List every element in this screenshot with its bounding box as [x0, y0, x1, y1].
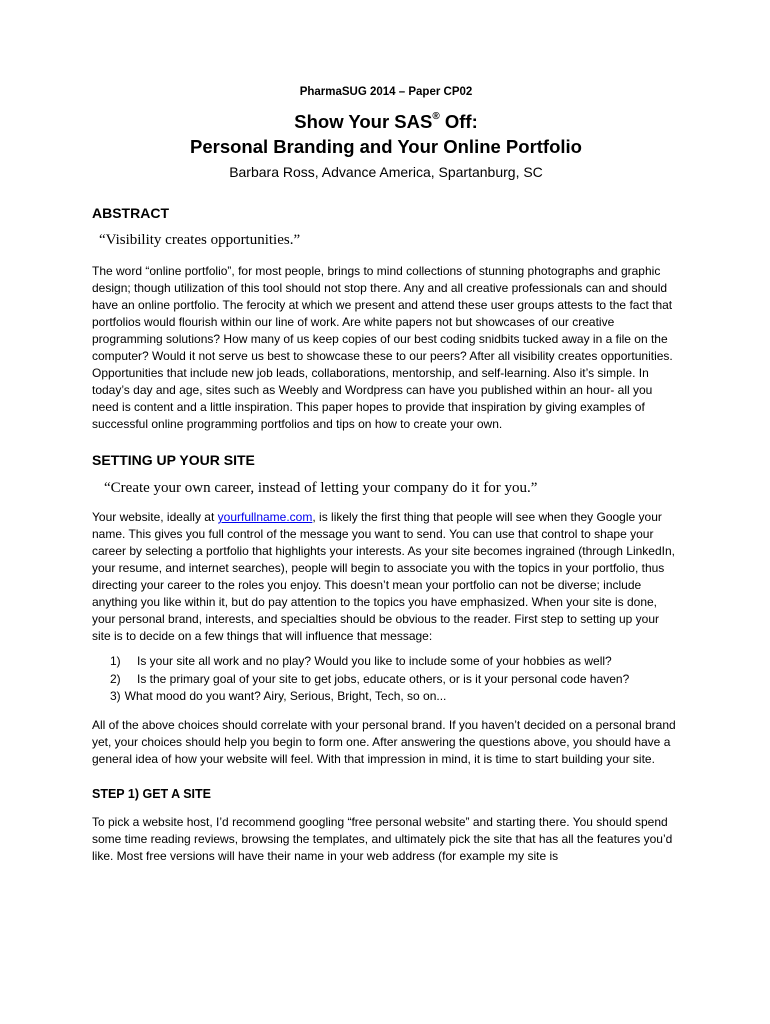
abstract-heading: ABSTRACT — [92, 205, 169, 221]
conference-label: PharmaSUG 2014 – Paper CP02 — [299, 86, 473, 98]
abstract-section — [92, 205, 680, 433]
list-number: 2) — [110, 671, 121, 686]
list-text: Is the primary goal of your site to get jobs, educate others, or is it your personal code haven? — [137, 671, 630, 686]
list-item — [110, 671, 680, 689]
title-text-post: Off: — [439, 111, 478, 132]
list-number: 1) — [110, 654, 121, 668]
paper-title-line2: Personal Branding and Your Online Portfolio — [190, 136, 582, 157]
list-text: What mood do you want? Airy, Serious, Bright, Tech, so on... — [124, 689, 447, 703]
setup-section — [92, 452, 680, 768]
paper-title-line1 — [92, 104, 680, 134]
setup-body-post: , is likely the first thing that people will see when they Google your name. This gives you full control of the message you want to send. You can use that control to shape your career by selecting a portfolio that highlights your interests. As your site becomes ingrained (through LinkedIn, your resume, and internet searches), people will begin to associate you with the topics in your portfolio, thus directing your career to the roles you enjoy. This doesn’t mean your portfolio can not be diverse; include anything you like within it, but do pay attention to the topics you have emphasized. When your site is done, your personal brand, interests, and specialties should be obvious to the reader. First step to setting up your site is to decide on a few things that will influence that message: — [92, 510, 675, 643]
yourfullname-link[interactable]: yourfullname.com — [217, 510, 313, 524]
setup-after: All of the above choices should correlate with your personal brand. If you haven’t decided on a personal brand yet, your choices should help you begin to form one. After answering the questions above, you should have a general idea of how your website will feel. With that impression in mind, it is time to start building your site. — [92, 717, 676, 766]
setup-quote: “Create your own career, instead of letting your company do it for you.” — [104, 480, 538, 496]
step1-heading: STEP 1) GET A SITE — [92, 786, 212, 801]
step1-body: To pick a website host, I’d recommend googling “free personal website” and starting there. You should spend some time reading reviews, browsing the templates, and ultimately pick the site that has all the features you’d like. Most free versions will have their name in your web address (for example my site is — [92, 814, 673, 863]
paper-page — [92, 86, 680, 865]
setup-body — [92, 509, 680, 645]
list-item — [110, 653, 680, 671]
list-text: Is your site all work and no play? Would you like to include some of your hobbies as well? — [137, 654, 612, 668]
paper-header — [92, 86, 680, 180]
registered-mark: ® — [432, 111, 440, 122]
setup-heading: SETTING UP YOUR SITE — [92, 452, 255, 468]
abstract-body: The word “online portfolio”, for most people, brings to mind collections of stunning photographs and graphic design; though utilization of this tool should not stop there. Any and all creative professionals can and should have an online portfolio. The ferocity at which we present and attend these user groups attests to the fact that portfolios would flourish within our line of work. Are white papers not but showcases of our creative programming solutions? How many of us keep copies of our best coding snidbits tucked away in a file on the computer? Would it not serve us best to showcase these to our peers? After all visibility creates opportunities. Opportunities that include new job leads, collaborations, mentorship, and self-learning. Also it’s simple. In today’s day and age, sites such as Weebly and Wordpress can have you published within an hour- all you need is content and a little inspiration. This paper hopes to provide that inspiration by giving examples of successful online programming portfolios and tips on how to create your own. — [92, 264, 673, 431]
setup-questions-list — [92, 653, 680, 706]
setup-body-pre: Your website, ideally at — [92, 510, 218, 524]
list-item — [110, 688, 680, 706]
title-text-pre: Show Your SAS — [294, 111, 433, 132]
step1-section — [92, 787, 680, 865]
abstract-quote: “Visibility creates opportunities.” — [99, 232, 301, 248]
author-line: Barbara Ross, Advance America, Spartanburg, SC — [229, 164, 543, 180]
list-number: 3) — [110, 689, 121, 703]
